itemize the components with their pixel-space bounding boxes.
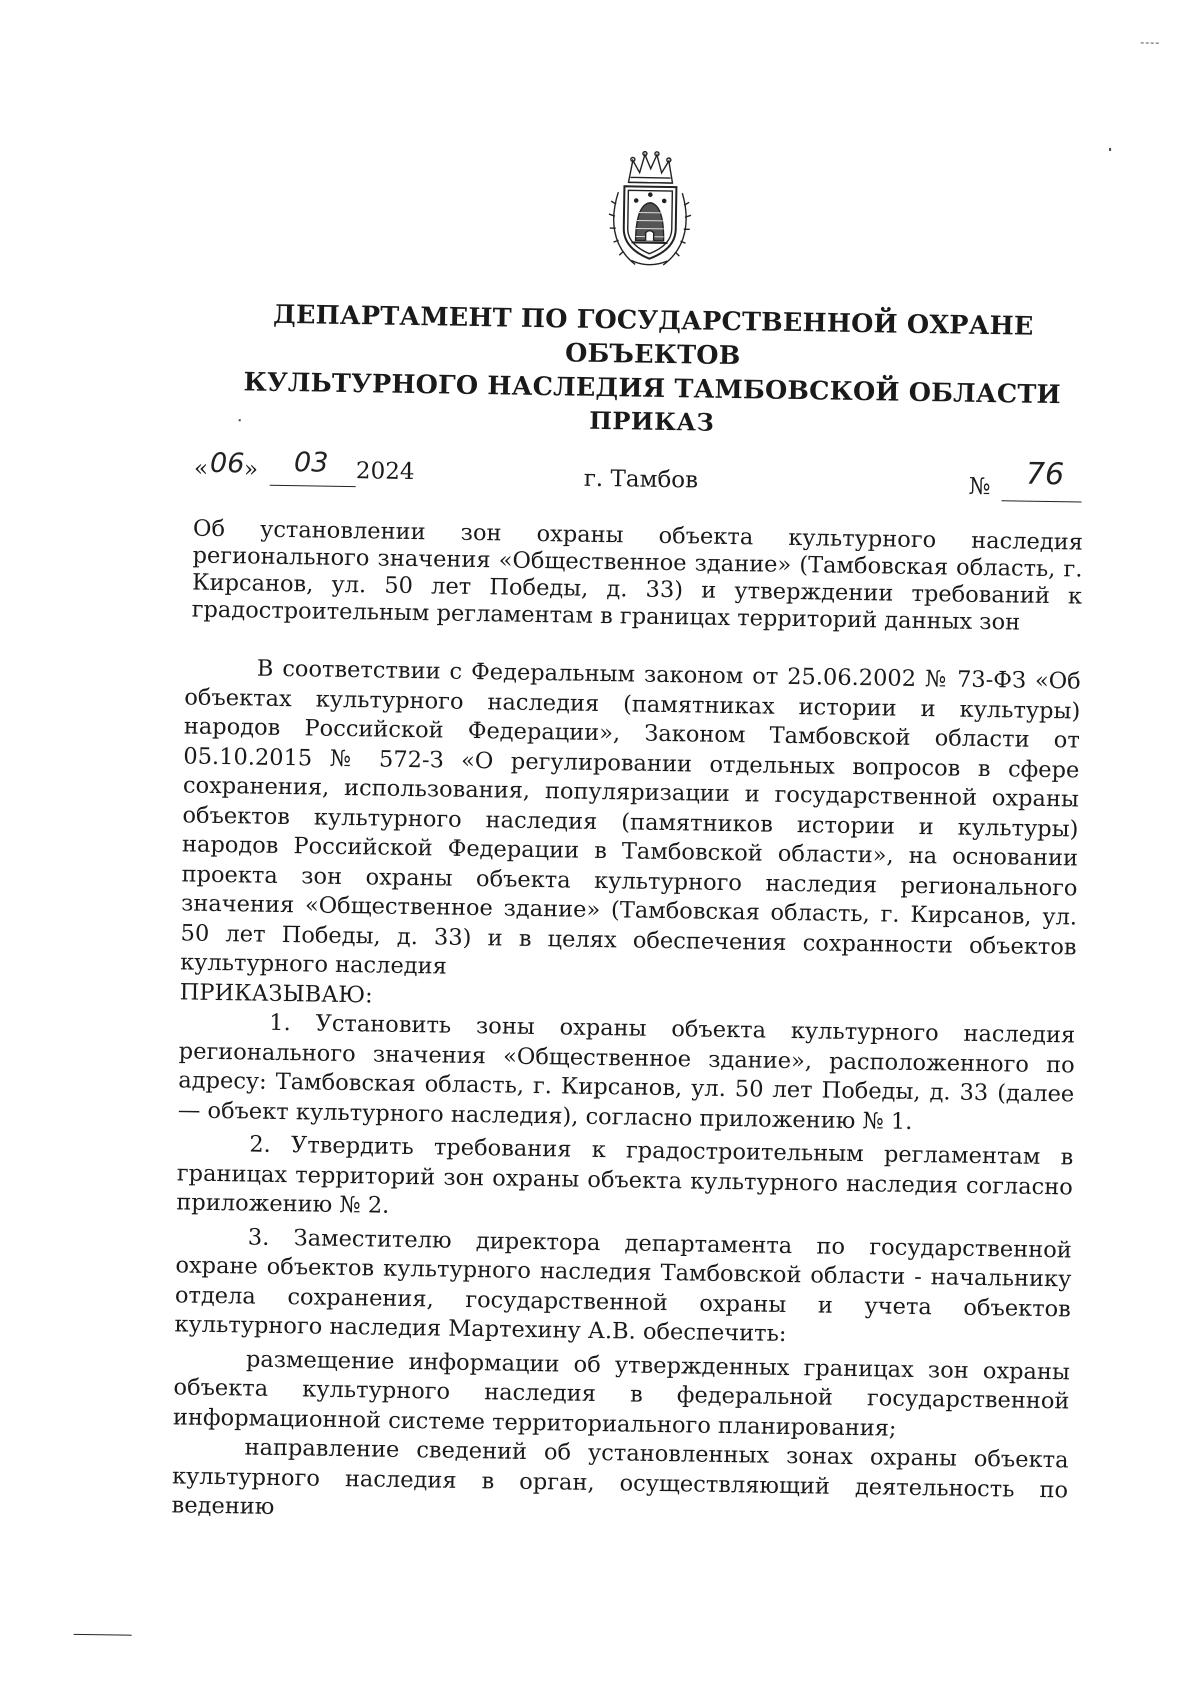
item-2: 2. Утвердить требования к градостроительным регламентам в границах территорий зон охраны объекта культурного наследия согласно приложению № 2. <box>176 1131 1074 1219</box>
tambov-coat-of-arms-icon <box>605 148 695 271</box>
date-number-row <box>193 447 1084 516</box>
order-body <box>171 653 1081 1534</box>
subitem-2: направление сведений об установленных зонах охраны объекта культурного наследия в орган, осуществляющий деятельность по ведению <box>171 1434 1069 1520</box>
date-month-handwritten: 03 <box>293 447 329 479</box>
command-word: ПРИКАЗЫВАЮ: <box>179 978 373 1008</box>
city: г. Тамбов <box>583 465 699 494</box>
date-year: 2024 <box>355 458 415 486</box>
quote-open: « <box>193 455 209 482</box>
scan-artifact <box>1109 148 1111 151</box>
month-underline <box>270 485 356 487</box>
department-title <box>227 297 1078 412</box>
quote-close: » <box>243 456 259 483</box>
order-number-handwritten: 76 <box>1025 456 1065 493</box>
document-type: ПРИКАЗ <box>588 405 715 437</box>
order-subject: Об установлении зон охраны объекта культурного наследия регионального значения «Общественное здание» (Тамбовская область, г. Кирсанов, ул. 50 лет Победы, д. 33) и утверждении требований к градостроительным регламентам в границах территорий данных зон <box>191 515 1084 636</box>
department-line-1: ДЕПАРТАМЕНТ ПО ГОСУДАРСТВЕННОЙ ОХРАНЕ ОБЪЕКТОВ <box>272 299 1034 372</box>
number-underline <box>1002 500 1082 502</box>
department-line-2: КУЛЬТУРНОГО НАСЛЕДИЯ ТАМБОВСКОЙ ОБЛАСТИ <box>243 367 1062 411</box>
item-1: 1. Установить зоны охраны объекта культурного наследия регионального значения «Общественное здание», расположенного по адресу: Тамбовская область, г. Кирсанов, ул. 50 лет Победы, д. 33 (далее — объект культурного наследия), согласно приложению № 1. <box>177 1009 1076 1135</box>
preamble-paragraph: В соответствии с Федеральным законом от 25.06.2002 № 73-ФЗ «Об объектах культурного наследия (памятниках истории и культуры) народов Российской Федерации», Законом Тамбовской области от 05.10.2015 № 572-З «О регулировании отдельных вопросов в сфере сохранения, использования, популяризации и государственной охраны объектов культурного наследия (памятников истории и культуры) народов Российской Федерации в Тамбовской области», на основании проекта зон охраны объекта культурного наследия регионального значения «Общественное здание» (Тамбовская область, г. Кирсанов, ул. 50 лет Победы, д. 33) и в целях обеспечения сохранности объектов культурного наследия <box>179 655 1081 980</box>
number-sign: № <box>968 473 991 501</box>
scan-artifact <box>1141 42 1159 43</box>
item-3: 3. Заместителю директора департамента по государственной охране объектов культурного наследия Тамбовской области - начальнику отдела сохранения, государственной охраны и учета объектов культурного наследия Мартехину А.В. обеспечить: <box>174 1224 1072 1347</box>
date-day-handwritten: 06 <box>209 447 245 480</box>
footer-line <box>74 1634 132 1636</box>
subitem-1: размещение информации об утвержденных границах зон охраны объекта культурного наследия в федеральной государственной информационной системе территориального планирования; <box>172 1346 1071 1442</box>
